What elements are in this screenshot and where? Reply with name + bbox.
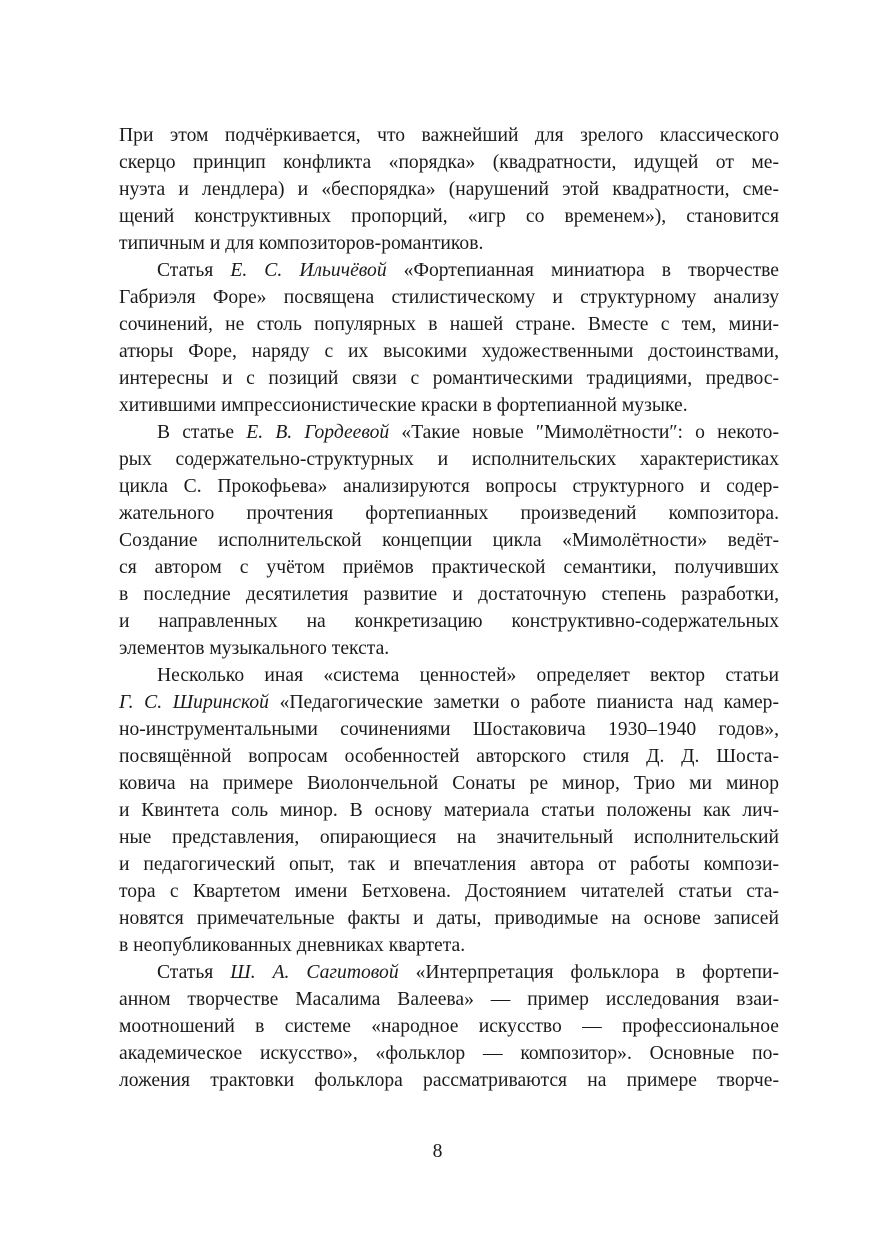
text-line: Несколько иная «система ценностей» определяет вектор статьи xyxy=(157,665,779,686)
body-text xyxy=(119,122,779,1094)
text-line xyxy=(119,689,779,716)
text-line: анном творчестве Масалима Валеева» — пример исследования взаи- xyxy=(119,989,779,1010)
text-line: но-инструментальными сочинениями Шостаковича 1930–1940 годов», xyxy=(119,719,779,740)
paragraph xyxy=(119,122,779,257)
text-line: Создание исполнительской концепции цикла «Мимолётности» ведёт- xyxy=(119,530,779,551)
page-number: 8 xyxy=(432,1141,443,1162)
text-segment: «Педагогические заметки о работе пианиста над камер- xyxy=(268,692,779,713)
text-segment: Статья xyxy=(157,962,231,983)
text-line: типичным и для композиторов-романтиков. xyxy=(119,233,484,254)
text-line: хитившими импрессионистические краски в фортепианной музыке. xyxy=(119,395,688,416)
text-line: Габриэля Форе» посвящена стилистическому и структурному анализу xyxy=(119,287,779,308)
text-line: скерцо принцип конфликта «порядка» (квадратности, идущей от ме- xyxy=(119,152,779,173)
text-line: сочинений, не столь популярных в нашей стране. Вместе с тем, мини- xyxy=(119,314,779,335)
text-line xyxy=(119,257,779,284)
text-line: моотношений в системе «народное искусство — профессиональное xyxy=(119,1016,779,1037)
text-line: ложения трактовки фольклора рассматриваются на примере творче- xyxy=(119,1070,779,1091)
author-name: Ш. А. Сагитовой xyxy=(230,962,399,983)
text-line: и педагогический опыт, так и впечатления автора от работы компози- xyxy=(119,854,779,875)
text-line xyxy=(119,959,779,986)
text-line: атюры Форе, наряду с их высокими художественными достоинствами, xyxy=(119,341,779,362)
text-line: ся автором с учётом приёмов практической семантики, получивших xyxy=(119,557,779,578)
text-line: ные представления, опирающиеся на значительный исполнительский xyxy=(119,827,779,848)
text-line: и направленных на конкретизацию конструктивно-содержательных xyxy=(119,611,779,632)
text-line: элементов музыкального текста. xyxy=(119,638,390,659)
text-line: При этом подчёркивается, что важнейший для зрелого классического xyxy=(119,125,779,146)
text-segment: В статье xyxy=(157,422,247,443)
paragraph xyxy=(119,959,779,1094)
text-line: ковича на примере Виолончельной Сонаты ре минор, Трио ми минор xyxy=(119,773,779,794)
author-name: Е. В. Гордеевой xyxy=(246,422,390,443)
author-name: Е. С. Ильичёвой xyxy=(230,260,387,281)
text-segment: «Фортепианная миниатюра в творчестве xyxy=(386,260,779,281)
text-line: интересны и с позиций связи с романтическими традициями, предвос- xyxy=(119,368,779,389)
text-line: тора с Квартетом имени Бетховена. Достоянием читателей статьи ста- xyxy=(119,881,779,902)
author-name: Г. С. Ширинской xyxy=(119,692,269,713)
text-line: цикла С. Прокофьева» анализируются вопросы структурного и содер- xyxy=(119,476,779,497)
paragraph xyxy=(119,419,779,662)
text-line: новятся примечательные факты и даты, приводимые на основе записей xyxy=(119,908,779,929)
paragraph xyxy=(119,662,779,959)
text-line: в последние десятилетия развитие и достаточную степень разработки, xyxy=(119,584,779,605)
text-segment: «Интерпретация фольклора в фортепи- xyxy=(398,962,779,983)
text-line: щений конструктивных пропорций, «игр со временем»), становится xyxy=(119,206,779,227)
text-segment: Статья xyxy=(157,260,231,281)
text-line: посвящённой вопросам особенностей авторского стиля Д. Д. Шоста- xyxy=(119,746,779,767)
text-line xyxy=(119,419,779,446)
text-line: в неопубликованных дневниках квартета. xyxy=(119,935,466,956)
text-line: и Квинтета соль минор. В основу материала статьи положены как лич- xyxy=(119,800,779,821)
text-line: нуэта и лендлера) и «беспорядка» (нарушений этой квадратности, сме- xyxy=(119,179,779,200)
text-line: академическое искусство», «фольклор — композитор». Основные по- xyxy=(119,1043,779,1064)
text-line: рых содержательно-структурных и исполнительских характеристиках xyxy=(119,449,779,470)
text-line: жательного прочтения фортепианных произведений композитора. xyxy=(119,503,779,524)
text-segment: «Такие новые ″Мимолётности″: о некото- xyxy=(389,422,779,443)
paragraph xyxy=(119,257,779,419)
